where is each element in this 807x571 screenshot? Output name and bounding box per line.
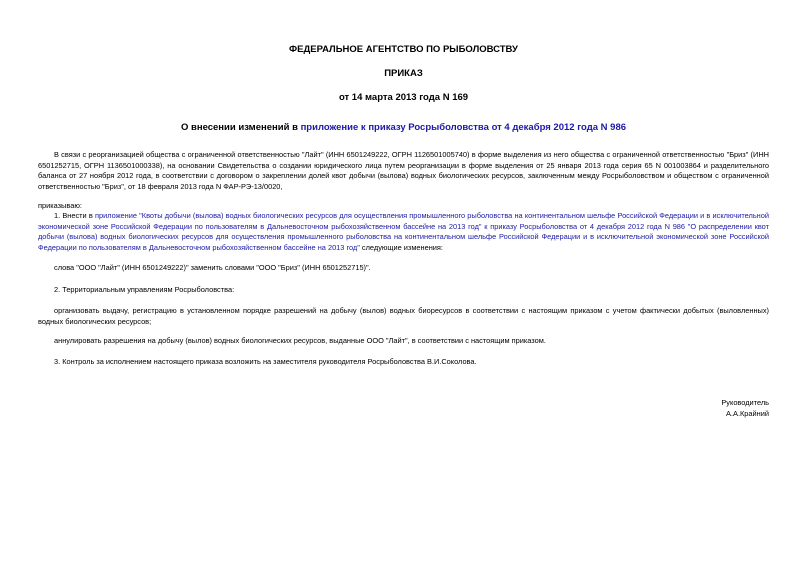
subject-link[interactable]: приложение к приказу Росрыболовства от 4 декабря 2012 года N 986 — [300, 122, 627, 133]
subject-heading — [38, 122, 769, 133]
agency-heading: ФЕДЕРАЛЬНОЕ АГЕНТСТВО ПО РЫБОЛОВСТВУ — [289, 44, 518, 55]
item1-paragraph — [38, 211, 769, 253]
item1-link[interactable]: приложение "Квоты добычи (вылова) водных биологических ресурсов для осуществления промышленного рыболовства на континентальном шельфе Российской Федерации и в исключительной экономической зоне Российской Федерации по пользователям в Дальневосточном рыбохозяйственном бассейне на 2013 год" к приказу Росрыболовства от 4 декабря 2012 года N 986 "О распределении квот добычи (вылова) водных биологических ресурсов для осуществления промышленного рыболовства на континентальном шельфе Российской Федерации и в исключительной экономической зоне Российской Федерации по пользователям в Дальневосточном рыбохозяйственном бассейне на 2013 год" — [38, 211, 769, 252]
item2-paragraph: 2. Территориальным управлениям Росрыболовства: — [54, 285, 235, 294]
item1-suffix: следующие изменения: — [359, 242, 443, 252]
signature-name: А.А.Крайний — [726, 409, 769, 418]
ordered-paragraph: приказываю: — [38, 201, 82, 210]
date-number-heading: от 14 марта 2013 года N 169 — [338, 92, 469, 103]
signature-role: Руководитель — [721, 398, 769, 407]
organize-paragraph: организовать выдачу, регистрацию в установленном порядке разрешений на добычу (вылов) водных биоресурсов в соответствии с настоящим приказом с учетом фактически добытых (выловленных) водных биологических ресурсов; — [38, 306, 769, 326]
words-paragraph: слова "ООО "Лайт" (ИНН 6501249222)" заменить словами "ООО "Бриз" (ИНН 6501252715)". — [54, 263, 371, 272]
document-type-heading: ПРИКАЗ — [384, 68, 423, 79]
item1-prefix: 1. Внести в — [54, 211, 95, 220]
subject-prefix: О внесении изменений в — [180, 122, 301, 133]
annul-paragraph: аннулировать разрешения на добычу (вылов) водных биологических ресурсов, выданные ООО "Лайт", в соответствии с настоящим приказом. — [54, 336, 546, 345]
item3-paragraph: 3. Контроль за исполнением настоящего приказа возложить на заместителя руководителя Росрыболовства В.И.Соколова. — [54, 357, 477, 366]
intro-paragraph: В связи с реорганизацией общества с ограниченной ответственностью "Лайт" (ИНН 6501249222, ОГРН 1126501005740) в форме выделения из него общества с ограниченной ответственностью "Бриз" (ИНН 6501252715, ОГРН 1136501000338), на основании Свидетельства о создании юридического лица путем реорганизации в форме выделения от 25 января 2013 года серия 65 N 001003864 и разделительного баланса от 27 ноября 2012 года, в соответствии с договором о закреплении долей квот добычи (вылова) водных биологических ресурсов, заключенным между Росрыболовством и обществом с ограниченной ответственностью "Бриз", от 18 февраля 2013 года N ФАР-РЭ-13/0020, — [38, 150, 769, 191]
